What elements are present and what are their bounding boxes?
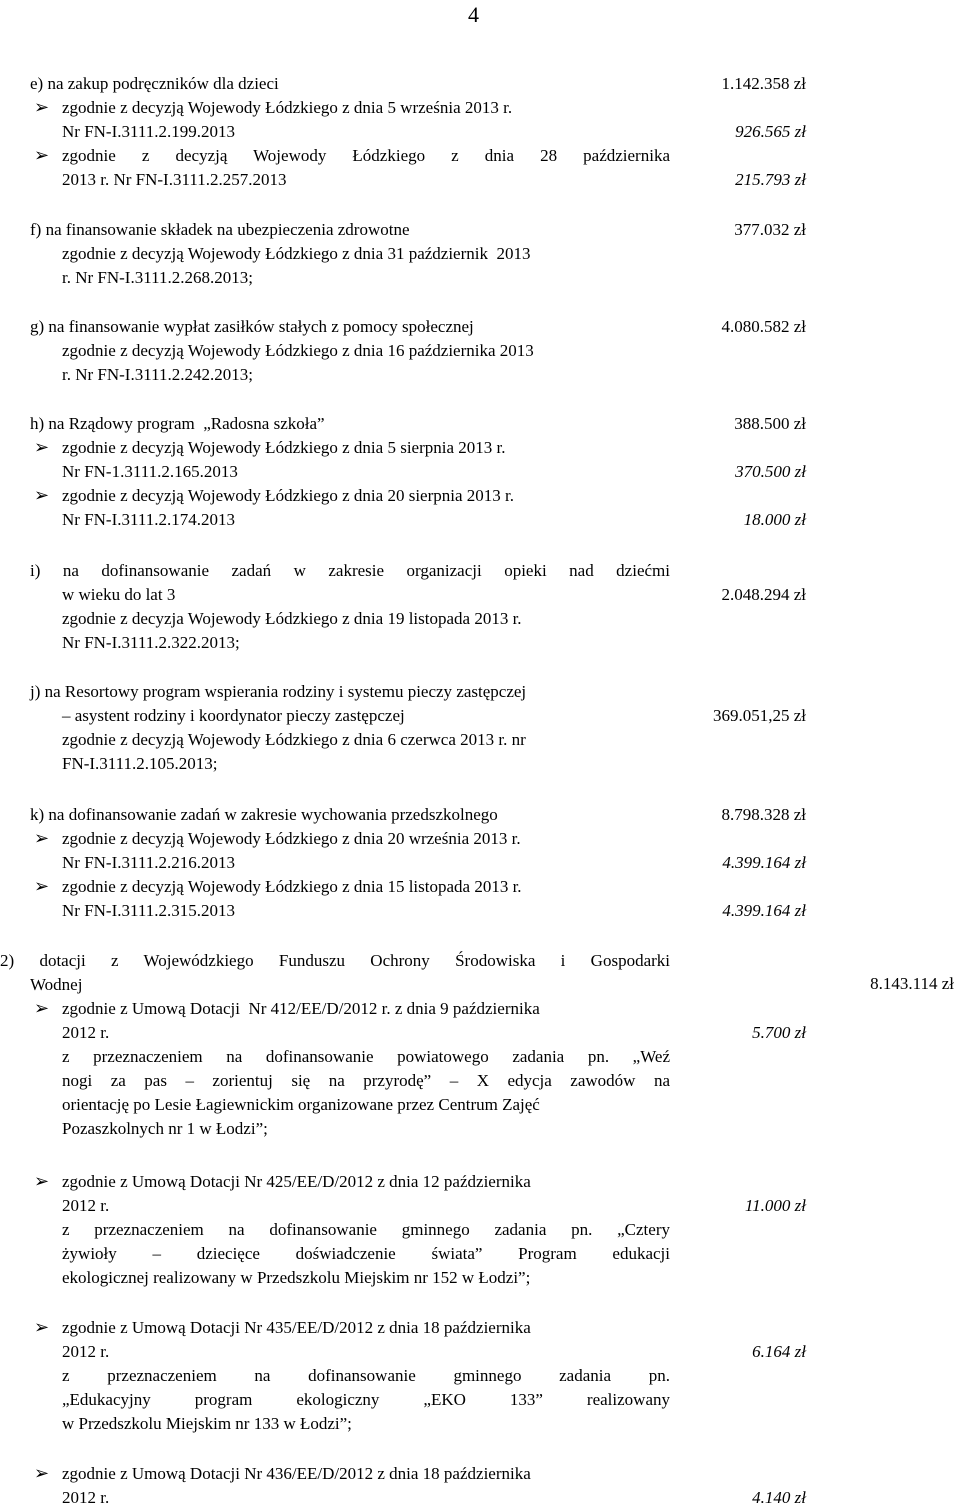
decision-line: zgodnie z decyzją Wojewody Łódzkiego z dnia 5 sierpnia 2013 r. (62, 438, 506, 457)
amount-j: 369.051,25 zł (712, 706, 806, 725)
decision-ref: Nr FN-I.3111.2.315.2013 (62, 901, 235, 920)
agreement-purpose: „Edukacyjny program ekologiczny „EKO 133” realizowany (62, 1390, 670, 1409)
agreement-line: zgodnie z Umową Dotacji Nr 412/EE/D/2012 r. z dnia 9 października (62, 999, 540, 1018)
agreement-line: zgodnie z Umową Dotacji Nr 425/EE/D/2012 z dnia 12 października (62, 1172, 531, 1191)
amount-2-2: 11.000 zł (744, 1196, 806, 1215)
section-e-heading: e) na zakup podręczników dla dzieci (30, 74, 279, 93)
decision-ref: Nr FN-I.3111.2.199.2013 (62, 122, 235, 141)
bullet-arrow-icon: ➢ (34, 828, 50, 849)
section-k-heading: k) na dofinansowanie zadań w zakresie wychowania przedszkolnego (30, 805, 498, 824)
decision-line: zgodnie z decyzją Wojewody Łódzkiego z dnia 16 października 2013 (62, 341, 534, 360)
section-2-heading-cont: Wodnej (30, 975, 83, 994)
amount-h-total: 388.500 zł (734, 414, 806, 433)
amount-f: 377.032 zł (734, 220, 806, 239)
amount-k-1: 4.399.164 zł (722, 853, 806, 872)
decision-line: zgodnie z decyzją Wojewody Łódzkiego z dnia 28 października (62, 146, 670, 165)
bullet-arrow-icon: ➢ (34, 145, 50, 166)
amount-2-3: 6.164 zł (752, 1342, 806, 1361)
decision-line: zgodnie z decyzją Wojewody Łódzkiego z dnia 20 sierpnia 2013 r. (62, 486, 514, 505)
bullet-arrow-icon: ➢ (34, 1171, 50, 1192)
decision-ref: 2013 r. Nr FN-I.3111.2.257.2013 (62, 170, 287, 189)
section-j-heading-cont: – asystent rodziny i koordynator pieczy zastępczej (62, 706, 405, 725)
decision-line: zgodnie z decyzją Wojewody Łódzkiego z dnia 20 września 2013 r. (62, 829, 521, 848)
decision-line: zgodnie z decyzją Wojewody Łódzkiego z dnia 5 września 2013 r. (62, 98, 513, 117)
bullet-arrow-icon: ➢ (34, 97, 50, 118)
amount-k-total: 8.798.328 zł (721, 805, 806, 824)
page-number: 4 (468, 2, 479, 27)
decision-ref: Nr FN-I.3111.2.322.2013; (62, 633, 240, 652)
decision-ref: FN-I.3111.2.105.2013; (62, 754, 218, 773)
amount-2-1: 5.700 zł (752, 1023, 806, 1042)
agreement-date: 2012 r. (62, 1342, 110, 1361)
agreement-purpose: w Przedszkolu Miejskim nr 133 w Łodzi”; (62, 1414, 352, 1433)
agreement-line: zgodnie z Umową Dotacji Nr 435/EE/D/2012 z dnia 18 października (62, 1318, 531, 1337)
section-g-heading: g) na finansowanie wypłat zasiłków stałych z pomocy społecznej (30, 317, 474, 336)
agreement-date: 2012 r. (62, 1488, 110, 1507)
agreement-date: 2012 r. (62, 1023, 110, 1042)
amount-g: 4.080.582 zł (721, 317, 806, 336)
amount-e-1: 926.565 zł (735, 122, 806, 141)
section-f-heading: f) na finansowanie składek na ubezpieczenia zdrowotne (30, 220, 410, 239)
agreement-date: 2012 r. (62, 1196, 110, 1215)
amount-k-2: 4.399.164 zł (722, 901, 806, 920)
agreement-purpose: Pozaszkolnych nr 1 w Łodzi”; (62, 1119, 268, 1138)
amount-2-4: 4.140 zł (752, 1488, 806, 1507)
section-i-heading-cont: w wieku do lat 3 (62, 585, 176, 604)
agreement-purpose: żywioły – dziecięce doświadczenie świata” Program edukacji (62, 1244, 670, 1263)
decision-line: zgodnie z decyzja Wojewody Łódzkiego z dnia 19 listopada 2013 r. (62, 609, 522, 628)
decision-line: zgodnie z decyzją Wojewody Łódzkiego z dnia 6 czerwca 2013 r. nr (62, 730, 526, 749)
decision-line: zgodnie z decyzją Wojewody Łódzkiego z dnia 31 październik 2013 (62, 244, 531, 263)
bullet-arrow-icon: ➢ (34, 485, 50, 506)
decision-ref: r. Nr FN-I.3111.2.268.2013; (62, 268, 253, 287)
agreement-purpose: z przeznaczeniem na dofinansowanie powiatowego zadania pn. „Weź (62, 1047, 670, 1066)
section-i-heading: i) na dofinansowanie zadań w zakresie organizacji opieki nad dziećmi (30, 561, 670, 580)
bullet-arrow-icon: ➢ (34, 437, 50, 458)
decision-ref: Nr FN-I.3111.2.174.2013 (62, 510, 235, 529)
decision-ref: Nr FN-I.3111.2.216.2013 (62, 853, 235, 872)
agreement-purpose: z przeznaczeniem na dofinansowanie gminnego zadania pn. „Cztery (62, 1220, 670, 1239)
amount-e-total: 1.142.358 zł (721, 74, 806, 93)
section-2-heading: 2) dotacji z Wojewódzkiego Funduszu Ochrony Środowiska i Gospodarki (0, 951, 670, 970)
section-j-heading: j) na Resortowy program wspierania rodziny i systemu pieczy zastępczej (30, 682, 527, 701)
agreement-purpose: orientację po Lesie Łagiewnickim organizowane przez Centrum Zajęć (62, 1095, 540, 1114)
decision-ref: r. Nr FN-I.3111.2.242.2013; (62, 365, 253, 384)
bullet-arrow-icon: ➢ (34, 1317, 50, 1338)
amount-h-2: 18.000 zł (743, 510, 806, 529)
agreement-purpose: nogi za pas – zorientuj się na przyrodę” – X edycja zawodów na (62, 1071, 670, 1090)
decision-ref: Nr FN-1.3111.2.165.2013 (62, 462, 238, 481)
bullet-arrow-icon: ➢ (34, 876, 50, 897)
bullet-arrow-icon: ➢ (34, 1463, 50, 1484)
amount-h-1: 370.500 zł (735, 462, 806, 481)
section-2-total: 8.143.114 zł (870, 974, 954, 993)
agreement-line: zgodnie z Umową Dotacji Nr 436/EE/D/2012 z dnia 18 października (62, 1464, 531, 1483)
bullet-arrow-icon: ➢ (34, 998, 50, 1019)
amount-i: 2.048.294 zł (721, 585, 806, 604)
amount-e-2: 215.793 zł (735, 170, 806, 189)
agreement-purpose: z przeznaczeniem na dofinansowanie gminnego zadania pn. (62, 1366, 670, 1385)
decision-line: zgodnie z decyzją Wojewody Łódzkiego z dnia 15 listopada 2013 r. (62, 877, 522, 896)
agreement-purpose: ekologicznej realizowany w Przedszkolu Miejskim nr 152 w Łodzi”; (62, 1268, 531, 1287)
section-h-heading: h) na Rządowy program „Radosna szkoła” (30, 414, 325, 433)
